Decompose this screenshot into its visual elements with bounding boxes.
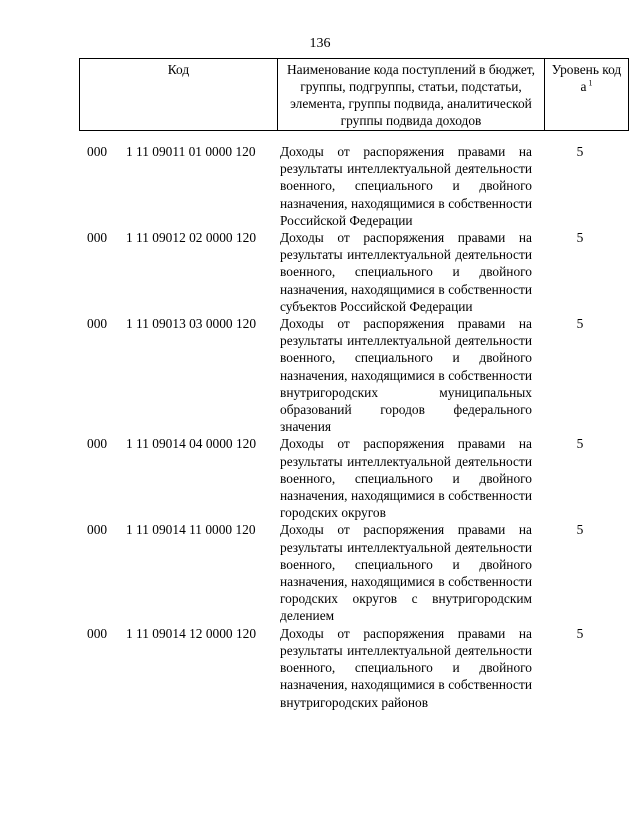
table-body: [79, 143, 613, 711]
revenue-code: 1 11 09014 11 0000 120: [126, 522, 256, 538]
admin-code: 000: [87, 436, 108, 452]
revenue-code: 1 11 09012 02 0000 120: [126, 230, 257, 246]
admin-code: 000: [87, 522, 108, 538]
admin-code: 000: [87, 230, 108, 246]
table-row: [79, 435, 613, 521]
table-row: [79, 143, 613, 229]
header-code: Код: [80, 59, 278, 131]
revenue-name: Доходы от распоряжения правами на результаты интеллектуальной деятельности военного, специального и двойного назначения, находящимися в собственности внутригородских районов: [280, 625, 532, 710]
table-row: [79, 625, 613, 711]
revenue-name: Доходы от распоряжения правами на результаты интеллектуальной деятельности военного, специального и двойного назначения, находящимися в собственности субъектов Российской Федерации: [280, 230, 532, 314]
table-row: [79, 315, 613, 435]
level-value: 5: [576, 436, 584, 452]
header-level-label: Уровень код: [551, 62, 622, 77]
admin-code: 000: [87, 144, 108, 159]
admin-code: 000: [87, 316, 108, 332]
page-number: 136: [309, 36, 331, 51]
table-row: [79, 521, 613, 624]
revenue-name: Доходы от распоряжения правами на результаты интеллектуальной деятельности военного, специального и двойного назначения, находящимися в собственности городских округов: [280, 436, 532, 521]
revenue-name: Доходы от распоряжения правами на результаты интеллектуальной деятельности военного, специального и двойного назначения, находящимися в собственности городских округов с внутригородским делением: [280, 522, 532, 624]
revenue-code: 1 11 09011 01 0000 120: [126, 144, 256, 159]
level-value: 5: [576, 625, 584, 641]
level-value: 5: [576, 522, 584, 538]
header-level: [545, 59, 629, 131]
header-name: Наименование кода поступлений в бюджет, группы, подгруппы, статьи, подстатьи, элемента, группы подвида, аналитической группы подвида доходов: [278, 59, 545, 131]
revenue-code: 1 11 09013 03 0000 120: [126, 316, 257, 332]
level-value: 5: [576, 230, 584, 246]
header-level-label-tail: а: [580, 79, 587, 94]
revenue-name: Доходы от распоряжения правами на результаты интеллектуальной деятельности военного, специального и двойного назначения, находящимися в собственности Российской Федерации: [280, 144, 532, 228]
level-value: 5: [576, 316, 584, 332]
revenue-name: Доходы от распоряжения правами на результаты интеллектуальной деятельности военного, специального и двойного назначения, находящимися в собственности внутригородских муниципальных образований городов федерального значения: [280, 316, 532, 435]
admin-code: 000: [87, 625, 108, 641]
footnote-marker: 1: [586, 78, 593, 88]
table-row: [79, 229, 613, 315]
revenue-code: 1 11 09014 04 0000 120: [126, 436, 257, 452]
table-header: [79, 58, 629, 131]
level-value: 5: [576, 144, 584, 159]
revenue-code: 1 11 09014 12 0000 120: [126, 625, 257, 641]
